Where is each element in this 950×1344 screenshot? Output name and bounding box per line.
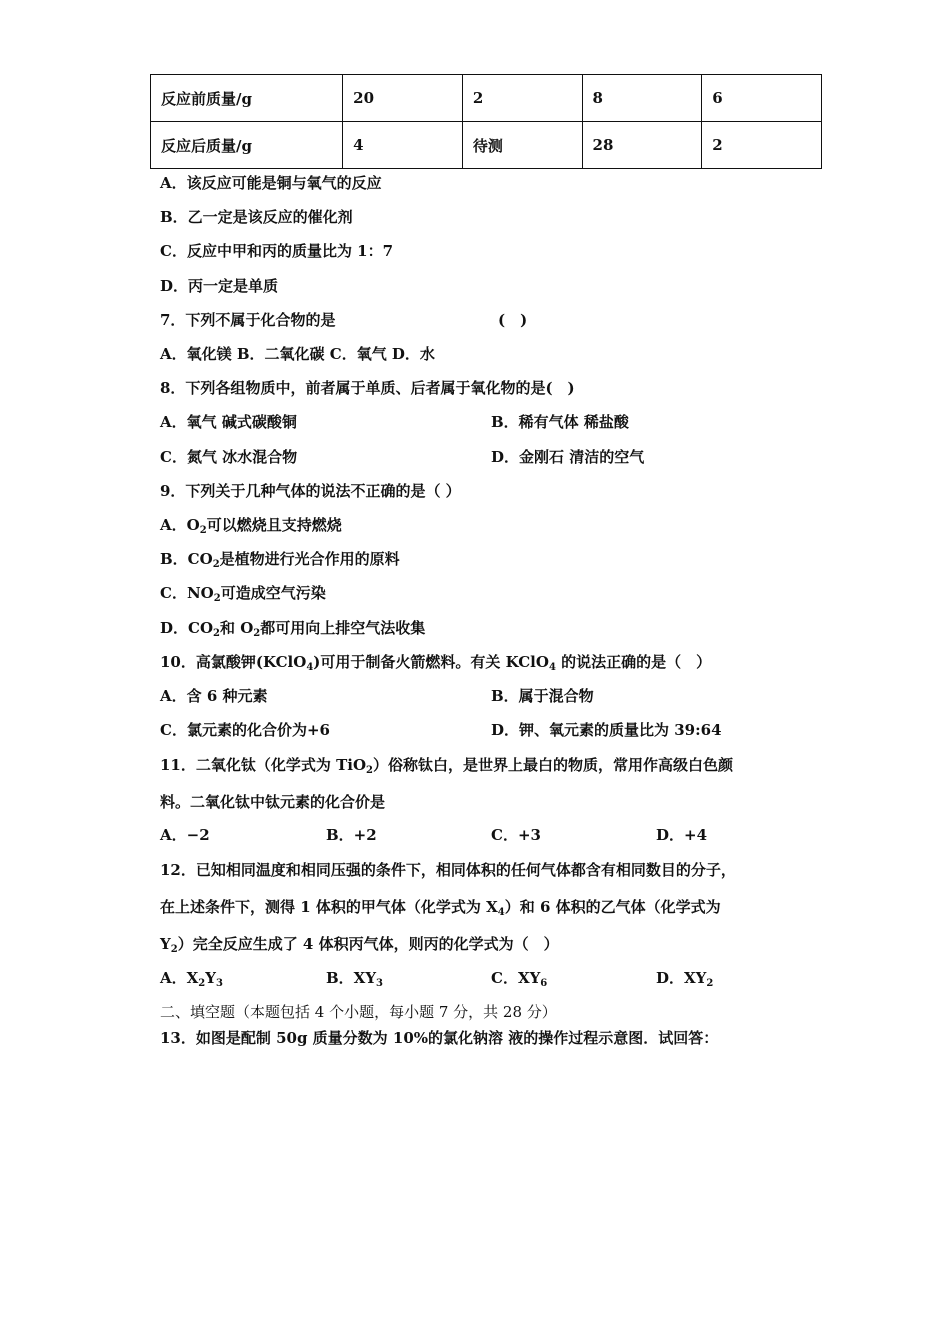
q12-option-c: C．$XY_6$: [491, 969, 548, 989]
table-cell: 6: [702, 75, 822, 122]
q9-option-c: C．$NO_2$可造成空气污染: [160, 584, 326, 604]
table-row: [151, 75, 822, 122]
q10-option-d: D．钾、氧元素的质量比为 39:64: [491, 721, 722, 739]
q6-option-d: D．丙一定是单质: [160, 277, 279, 295]
table-row-label: 反应后质量/g: [151, 122, 343, 169]
q8-option-c: C．氮气 冰水混合物: [160, 448, 298, 466]
q10-option-a: A．含 6 种元素: [160, 687, 268, 705]
q13-stem: 13．如图是配制 50g 质量分数为 10%的氯化钠溶 液的操作过程示意图．试回答：: [160, 1029, 719, 1047]
q9-option-d: D．$CO_2$和 $O_2$都可用向上排空气法收集: [160, 619, 426, 639]
q6-option-c: C．反应中甲和丙的质量比为 1：7: [160, 242, 394, 260]
table-cell: 2: [702, 122, 822, 169]
q11-option-a: A．−2: [160, 826, 210, 844]
q8-stem: 8．下列各组物质中，前者属于单质、后者属于氧化物的是( ): [160, 379, 575, 397]
q11-option-b: B．+2: [326, 826, 377, 844]
table-row-label: 反应前质量/g: [151, 75, 343, 122]
q9-option-b: B．$CO_2$是植物进行光合作用的原料: [160, 550, 400, 570]
table-cell: 20: [343, 75, 463, 122]
q11-stem-line1: 11．二氧化钛（化学式为 TiO$_2$）俗称钛白，是世界上最白的物质，常用作高级白色颜: [160, 756, 734, 776]
q12-option-d: D．$XY_2$: [656, 969, 714, 989]
q6-option-a: A．该反应可能是铜与氧气的反应: [160, 174, 382, 192]
q7-options: A．氧化镁 B．二氧化碳 C．氧气 D．水: [160, 345, 435, 363]
table-cell: 2: [462, 75, 582, 122]
q12-stem-line3: $Y_2$）完全反应生成了 4 体积丙气体，则丙的化学式为（ ）: [160, 935, 559, 955]
q10-option-c: C．氯元素的化合价为+6: [160, 721, 330, 739]
q12-option-b: B．$XY_3$: [326, 969, 383, 989]
q11-stem-line2: 料。二氧化钛中钛元素的化合价是: [160, 793, 386, 811]
q12-stem-line2: 在上述条件下，测得 1 体积的甲气体（化学式为 $X_4$）和 6 体积的乙气体（化学式为: [160, 898, 721, 918]
q8-option-a: A．氧气 碱式碳酸铜: [160, 413, 297, 431]
reaction-mass-table: [150, 74, 822, 169]
q8-option-d: D．金刚石 清洁的空气: [491, 448, 645, 466]
q7-stem: 7．下列不属于化合物的是: [160, 311, 336, 329]
q11-option-d: D．+4: [656, 826, 708, 844]
q10-stem: 10．高氯酸钾(KClO$_4$)可用于制备火箭燃料。有关 KClO$_4$ 的说法正确的是（ ）: [160, 653, 712, 673]
q9-option-a: A．$O_2$可以燃烧且支持燃烧: [160, 516, 342, 536]
q11-option-c: C．+3: [491, 826, 541, 844]
table-row: [151, 122, 822, 169]
q12-stem-line1: 12．已知相同温度和相同压强的条件下，相同体积的任何气体都含有相同数目的分子，: [160, 861, 736, 879]
section-heading: 二、填空题（本题包括 4 个小题，每小题 7 分，共 28 分）: [160, 1003, 557, 1021]
q9-stem: 9．下列关于几种气体的说法不正确的是（ ）: [160, 482, 461, 500]
table-cell: 4: [343, 122, 463, 169]
table-cell: 8: [582, 75, 702, 122]
q10-option-b: B．属于混合物: [491, 687, 594, 705]
q6-option-b: B．乙一定是该反应的催化剂: [160, 208, 353, 226]
table-cell: 28: [582, 122, 702, 169]
q7-answer-paren: ( ): [498, 311, 528, 329]
q8-option-b: B．稀有气体 稀盐酸: [491, 413, 629, 431]
q12-option-a: A．$X_2Y_3$: [160, 969, 223, 989]
table-cell: 待测: [462, 122, 582, 169]
